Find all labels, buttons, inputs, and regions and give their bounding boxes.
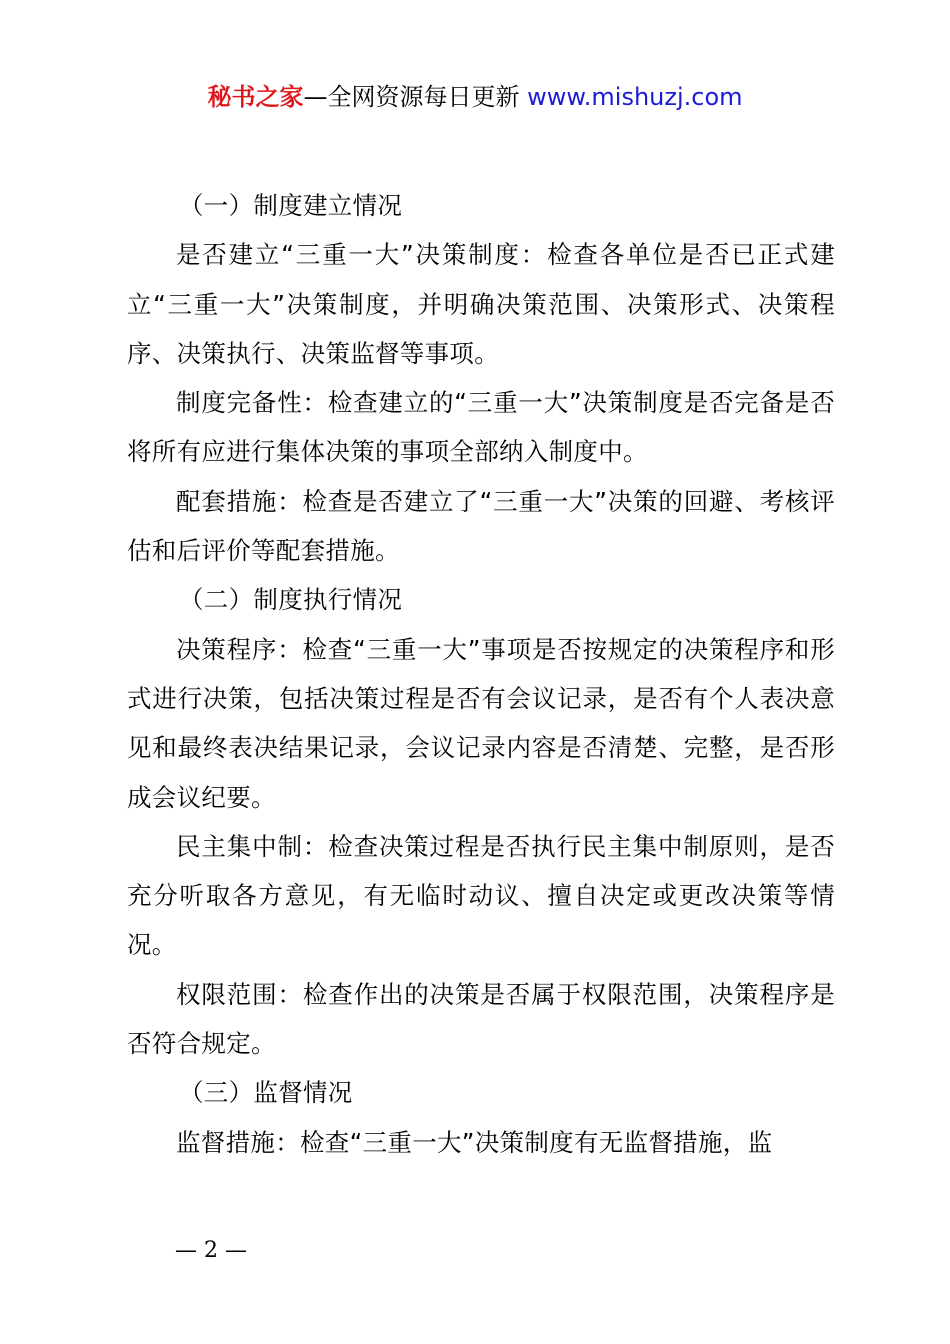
paragraph-decision-procedure: 决策程序：检查“三重一大”事项是否按规定的决策程序和形式进行决策，包括决策过程是否有会议记录，是否有个人表决意见和最终表决结果记录，会议记录内容是否清楚、完整，是否形成会议纪要。 <box>127 634 835 812</box>
paragraph-system-established: 是否建立“三重一大”决策制度：检查各单位是否已正式建立“三重一大”决策制度，并明确决策范围、决策形式、决策程序、决策执行、决策监督等事项。 <box>127 240 835 368</box>
brand-name: 秘书之家 <box>207 83 304 111</box>
page-header <box>0 80 950 114</box>
page-number: — 2 — <box>175 1238 247 1263</box>
section-heading-2: （二）制度执行情况 <box>179 585 403 615</box>
paragraph-system-completeness: 制度完备性：检查建立的“三重一大”决策制度是否完备是否将所有应进行集体决策的事项全部纳入制度中。 <box>127 388 835 467</box>
section-heading-3: （三）监督情况 <box>179 1078 353 1108</box>
paragraph-supervision-measures: 监督措施：检查“三重一大”决策制度有无监督措施，监 <box>176 1127 773 1157</box>
header-tagline: —全网资源每日更新 <box>303 83 528 111</box>
paragraph-democratic-centralism: 民主集中制：检查决策过程是否执行民主集中制原则，是否充分听取各方意见，有无临时动议、擅自决定或更改决策等情况。 <box>127 831 835 960</box>
paragraph-authority-scope: 权限范围：检查作出的决策是否属于权限范围，决策程序是否符合规定。 <box>127 979 835 1059</box>
site-url[interactable]: www.mishuzj.com <box>527 83 743 111</box>
section-heading-1: （一）制度建立情况 <box>179 191 403 220</box>
paragraph-supporting-measures: 配套措施：检查是否建立了“三重一大”决策的回避、考核评估和后评价等配套措施。 <box>127 486 835 566</box>
document-body <box>127 181 835 1167</box>
